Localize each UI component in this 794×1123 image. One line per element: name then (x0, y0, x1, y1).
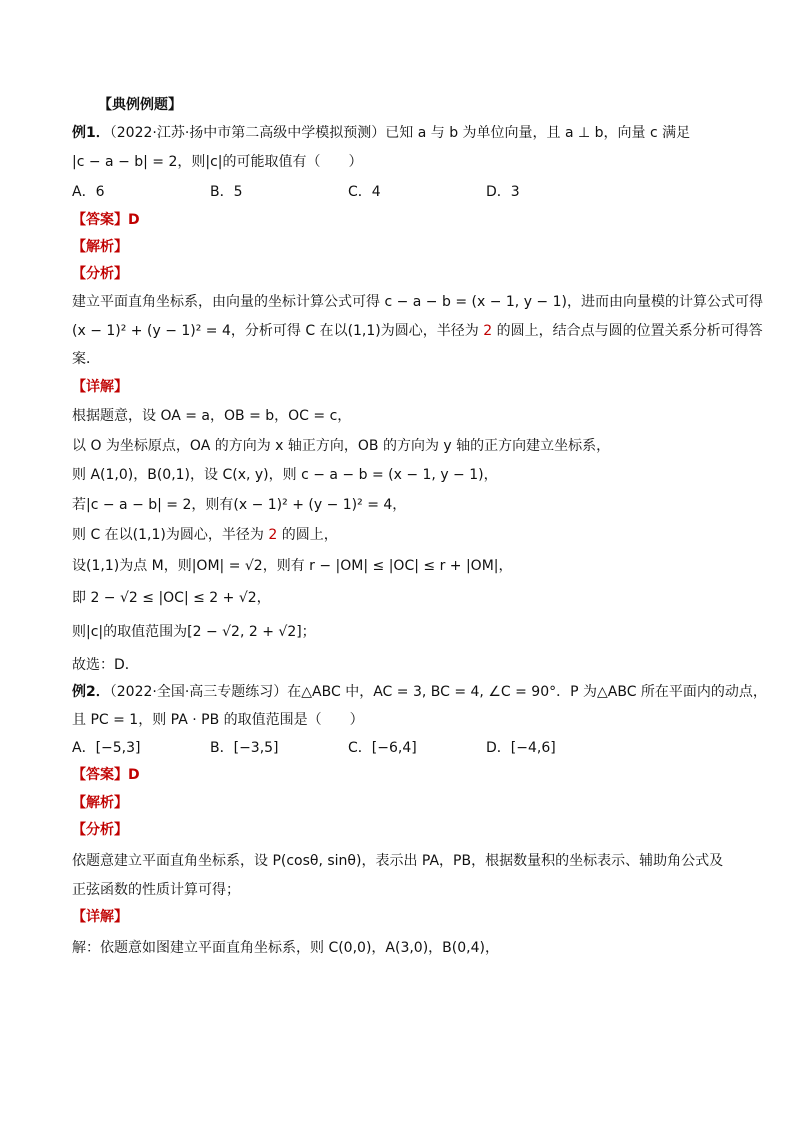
example-1-detail-line-5 (72, 525, 338, 545)
example-2-fenxi-line-1: 依题意建立平面直角坐标系，设 P(cosθ, sinθ)，表示出 PA，PB，根据数量积的坐标表示、辅助角公式及 (72, 853, 724, 869)
example-1-detail-line-4: 若|c − a − b| = 2，则有(x − 1)² + (y − 1)² = 4， (72, 497, 407, 513)
example-1-detail-line-1: 根据题意，设 OA = a，OB = b，OC = c， (72, 408, 352, 424)
example-1-stem-line-1 (72, 123, 690, 143)
example-2-option-c: C．[−6,4] (348, 740, 417, 756)
example-1-fenxi-line-3: 案． (72, 351, 100, 367)
example-2-detail-line-1: 解：依题意如图建立平面直角坐标系，则 C(0,0)，A(3,0)，B(0,4)， (72, 940, 499, 956)
example-1-fenxi-text-a: (x − 1)² + (y − 1)² = 4，分析可得 C 在以(1,1)为圆心，半径为 (72, 323, 484, 339)
example-1-fenxi-tag: 【分析】 (72, 266, 128, 282)
example-1-detail-radius: 2 (268, 527, 278, 543)
example-1-detail-tag: 【详解】 (72, 379, 128, 395)
example-2-analysis-tag: 【解析】 (72, 795, 128, 811)
example-1-fenxi-line-2 (72, 321, 763, 341)
example-2-detail-tag: 【详解】 (72, 909, 128, 925)
example-1-detail-line-2: 以 O 为坐标原点，OA 的方向为 x 轴正方向，OB 的方向为 y 轴的正方向建立坐标系， (72, 438, 611, 454)
example-1-stem-text: （2022·江苏·扬中市第二高级中学模拟预测）已知 a 与 b 为单位向量，且 a ⊥ b，向量 c 满足 (109, 125, 691, 141)
example-2-fenxi-tag: 【分析】 (72, 822, 128, 838)
example-1-label: 例1． (72, 125, 110, 141)
example-1-option-d: D．3 (486, 184, 520, 200)
example-2-label: 例2． (72, 684, 110, 700)
section-title: 【典例例题】 (98, 97, 182, 113)
example-2-option-b: B．[−3,5] (210, 740, 279, 756)
example-2-option-d: D．[−4,6] (486, 740, 556, 756)
example-2-stem-line-1 (72, 682, 767, 702)
example-2-answer-value: D (128, 767, 140, 783)
example-2-answer-tag: 【答案】 (72, 767, 128, 783)
example-2-stem-line-2: 且 PC = 1，则 PA · PB 的取值范围是（ ） (72, 712, 364, 728)
example-1-detail-text-b: 的圆上， (277, 527, 338, 543)
example-2-fenxi-line-2: 正弦函数的性质计算可得； (72, 882, 240, 898)
example-2-stem-text: （2022·全国·高三专题练习）在△ABC 中，AC = 3, BC = 4, ∠C = 90°．P 为△ABC 所在平面内的动点， (109, 684, 767, 700)
example-1-answer-line (72, 210, 140, 230)
example-1-detail-line-8: 则|c|的取值范围为[2 − √2, 2 + √2]； (72, 624, 316, 640)
example-1-analysis-tag: 【解析】 (72, 239, 128, 255)
example-1-detail-line-9: 故选：D． (72, 657, 139, 673)
example-1-option-a: A．6 (72, 184, 105, 200)
example-1-fenxi-text-b: 的圆上，结合点与圆的位置关系分析可得答 (492, 323, 763, 339)
example-1-detail-line-6: 设(1,1)为点 M，则|OM| = √2，则有 r − |OM| ≤ |OC| ≤ r + |OM|， (72, 558, 513, 574)
example-1-option-c: C．4 (348, 184, 381, 200)
example-1-fenxi-radius: 2 (483, 323, 493, 339)
example-1-answer-tag: 【答案】 (72, 212, 128, 228)
example-1-detail-text-a: 则 C 在以(1,1)为圆心，半径为 (72, 527, 269, 543)
example-1-detail-line-3: 则 A(1,0)，B(0,1)，设 C(x, y)，则 c − a − b = (x − 1, y − 1)， (72, 467, 498, 483)
example-1-fenxi-line-1: 建立平面直角坐标系，由向量的坐标计算公式可得 c − a − b = (x − 1, y − 1)，进而由向量模的计算公式可得 (72, 294, 763, 310)
example-1-stem-line-2: |c − a − b| = 2，则|c|的可能取值有（ ） (72, 154, 363, 170)
example-1-detail-line-7: 即 2 − √2 ≤ |OC| ≤ 2 + √2， (72, 590, 271, 606)
example-2-option-a: A．[−5,3] (72, 740, 141, 756)
example-1-option-b: B．5 (210, 184, 243, 200)
example-1-answer-value: D (128, 212, 140, 228)
example-2-answer-line (72, 765, 140, 785)
